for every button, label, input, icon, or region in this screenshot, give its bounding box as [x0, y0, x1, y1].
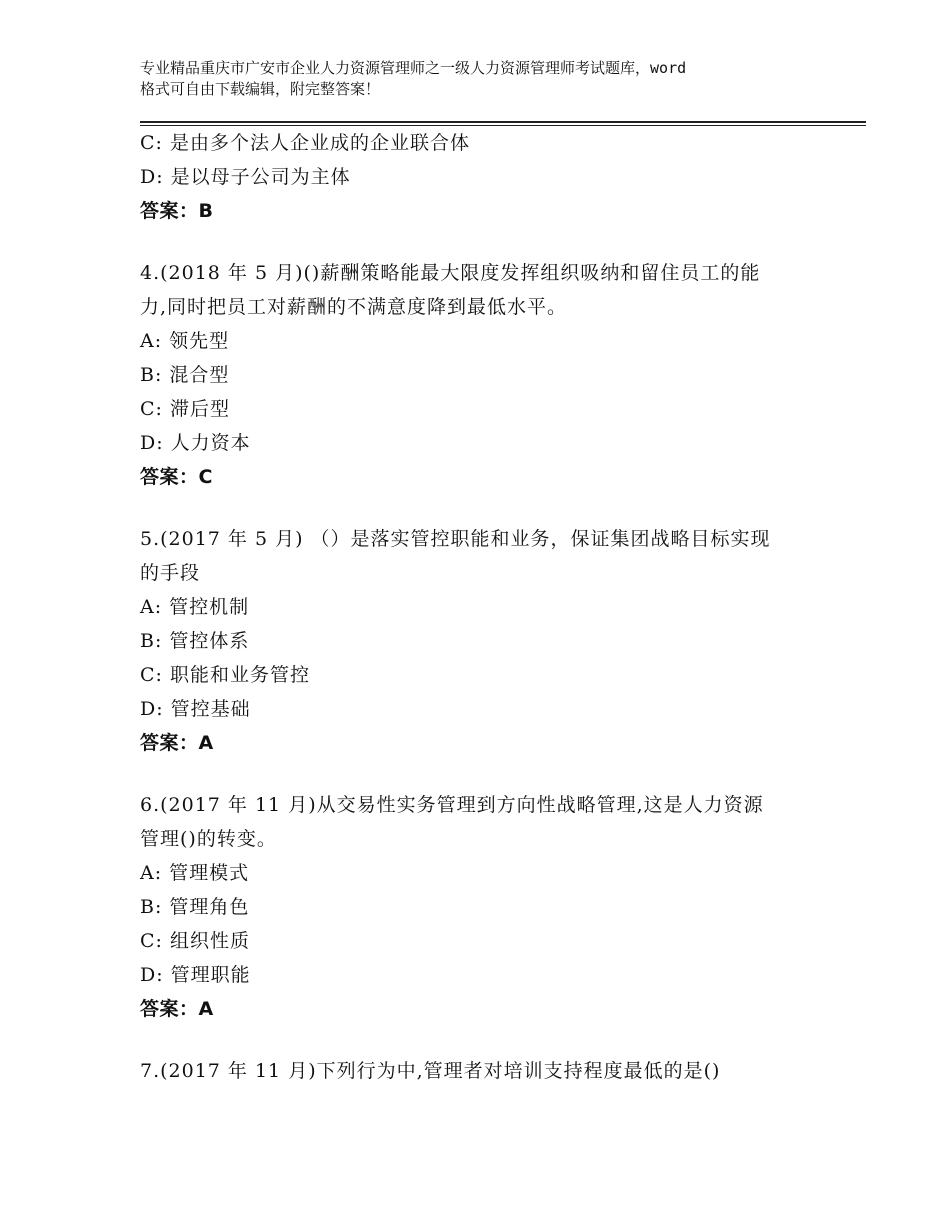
question-stem: 力,同时把员工对薪酬的不满意度降到最低水平。 — [140, 296, 568, 318]
question-7 — [140, 1054, 840, 1088]
document-header — [140, 58, 830, 100]
option-a: A: 管理模式 — [140, 862, 250, 884]
option-d: D: 是以母子公司为主体 — [140, 166, 351, 188]
question-stem: 管理()的转变。 — [140, 828, 277, 850]
option-c: C: 是由多个法人企业成的企业联合体 — [140, 132, 470, 154]
answer-line: 答案：B — [140, 200, 214, 222]
header-rule-thick — [140, 121, 866, 123]
document-body — [140, 126, 840, 1088]
option-d: D: 管控基础 — [140, 698, 251, 720]
option-d: D: 人力资本 — [140, 432, 251, 454]
question-stem: 5.(2017 年 5 月) （）是落实管控职能和业务，保证集团战略目标实现 — [140, 528, 771, 550]
question-6 — [140, 788, 840, 1026]
answer-line: 答案：A — [140, 732, 214, 754]
option-d: D: 管理职能 — [140, 964, 251, 986]
option-a: A: 领先型 — [140, 330, 230, 352]
option-b: B: 管控体系 — [140, 630, 250, 652]
question-4 — [140, 256, 840, 494]
question-5 — [140, 522, 840, 760]
answer-line: 答案：A — [140, 998, 214, 1020]
option-b: B: 混合型 — [140, 364, 230, 386]
option-a: A: 管控机制 — [140, 596, 250, 618]
option-c: C: 职能和业务管控 — [140, 664, 310, 686]
question-stem: 的手段 — [140, 562, 201, 584]
header-line-2: 格式可自由下载编辑，附完整答案！ — [140, 80, 381, 98]
question-3-tail — [140, 126, 840, 228]
option-b: B: 管理角色 — [140, 896, 250, 918]
option-c: C: 组织性质 — [140, 930, 250, 952]
option-c: C: 滞后型 — [140, 398, 230, 420]
header-line-1: 专业精品重庆市广安市企业人力资源管理师之一级人力资源管理师考试题库，word — [140, 59, 687, 77]
question-stem: 4.(2018 年 5 月)()薪酬策略能最大限度发挥组织吸纳和留住员工的能 — [140, 262, 761, 284]
question-stem: 6.(2017 年 11 月)从交易性实务管理到方向性战略管理,这是人力资源 — [140, 794, 764, 816]
question-stem: 7.(2017 年 11 月)下列行为中,管理者对培训支持程度最低的是() — [140, 1060, 721, 1082]
answer-line: 答案：C — [140, 466, 213, 488]
